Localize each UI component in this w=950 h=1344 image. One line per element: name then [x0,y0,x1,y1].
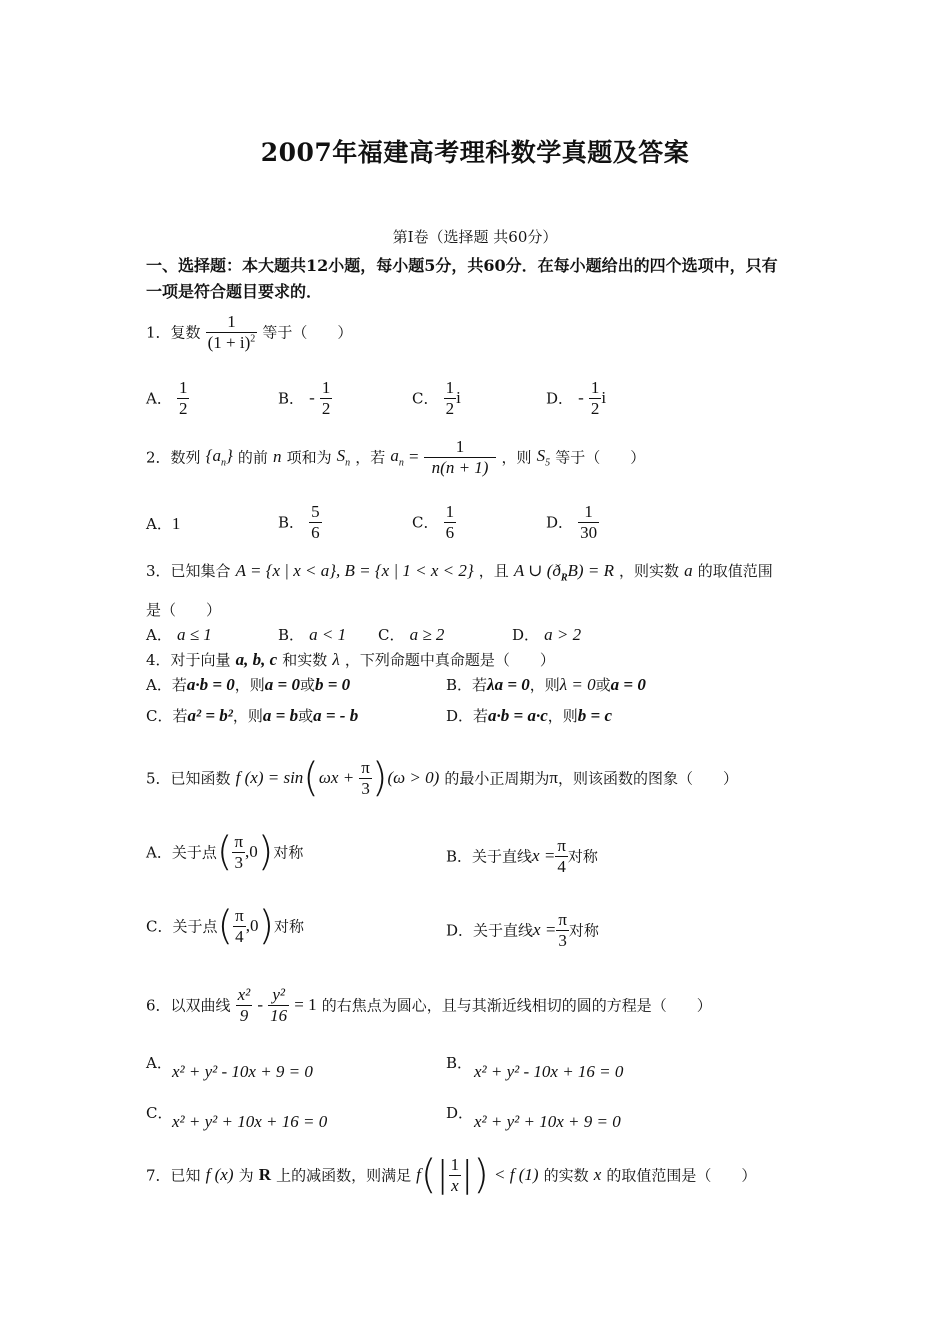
q6-d-label: D． [446,1104,474,1122]
q6-y2: y² [272,985,285,1004]
q5-b-num: π [557,836,566,855]
q5-d-den: 3 [556,930,569,951]
question-2 [146,437,645,477]
q4-c-label: C．若 [146,707,188,725]
part-instructions-line2: 一项是符合题目要求的． [146,282,323,301]
q5-a-num: π [234,832,244,851]
q2-d-label: D． [546,513,574,532]
q2-a-val: 1 [171,514,181,533]
q3-suffix2: 的取值范围 [697,562,773,580]
q1-d-num: 1 [590,378,600,397]
q4-mid: 和实数 [282,651,328,669]
q5-suffix: ，则该函数的图象（ ） [557,769,738,788]
q4-d-c1: b = c [577,706,613,725]
q4-d-then: ，则 [547,707,578,725]
question-3 [146,560,773,583]
q3-cond-close: B) = R [567,561,614,580]
q4-vecs: a, b, c [235,650,278,669]
q5-c-suffix: 对称 [274,917,305,936]
q2-a-label: A． [146,515,172,533]
q6-d-eq: x² + y² + 10x + 9 = 0 [474,1112,621,1131]
q4-c-or: 或 [298,707,314,725]
q4-a-c2: b = 0 [315,675,351,694]
q6-prefix: 6．以双曲线 [146,996,231,1015]
q1-c-label: C． [412,389,439,408]
q4-a-cond: a·b = 0 [186,675,235,694]
q2-an [390,445,404,469]
q1-d-den: 2 [590,398,600,418]
q2-option-a [146,513,180,534]
q5-b-label: B．关于直线 [446,847,533,866]
q1-b-label: B． [278,389,305,408]
question-4 [146,649,555,670]
q5-option-d [446,910,599,950]
q5-option-c [146,903,305,950]
q4-b-then: ，则 [529,676,560,694]
q5-c-rparen: ) [258,903,275,950]
q4-option-d [446,705,612,726]
q5-arg: ωx + [318,768,355,788]
q1-d-label: D． [546,389,574,408]
q7-suffix: 的取值范围是（ ） [606,1166,757,1185]
q5-c-tail: ,0 [245,916,259,936]
q4-b-c1: λ = 0 [559,675,596,694]
q3-cond-sub: R [560,572,568,584]
q3-mid: ，且 [478,562,509,580]
q1-fraction [206,312,258,352]
q6-option-b [446,1052,472,1073]
q4-prefix: 4．对于向量 [146,651,231,669]
question-7 [146,1152,757,1199]
q5-d-frac [556,910,569,950]
page-title: 2007年福建高考理科数学真题及答案 [260,138,690,167]
q5-b-suffix: 对称 [567,847,598,866]
q1-option-a [146,378,189,418]
q7-prefix: 7．已知 [146,1166,201,1185]
q1-option-c [412,378,461,418]
q1-c-den: 2 [445,398,455,418]
q2-c-den: 6 [445,522,455,542]
q3-b-val: a < 1 [309,625,347,644]
q3-a-val: a ≤ 1 [176,625,212,644]
q7-mid1: 为 [238,1166,254,1185]
q2-b-den: 6 [311,522,320,542]
q2-Sn [336,445,351,469]
q1-c-num: 1 [445,378,455,397]
q5-frac-num: π [361,758,370,777]
q1-a-num: 1 [178,378,188,397]
q1-d-tail: i [601,388,607,408]
q1-b-num: 1 [321,378,331,397]
q5-option-a [146,829,304,876]
q5-c-den: 4 [233,926,246,947]
q1-c-tail: i [456,388,461,408]
q5-a-den: 3 [232,852,245,873]
q4-a-or: 或 [299,676,315,694]
question-1 [146,312,352,352]
q2-b-label: B． [278,513,305,532]
q2-mid3: ，若 [355,448,386,467]
q5-a-frac [232,832,245,872]
q3-d-label: D． [512,626,540,644]
q2-d-num: 1 [584,502,593,521]
q2-c-num: 1 [445,502,455,521]
q4-b-c2: a = 0 [610,675,646,694]
q4-a-then: ，则 [234,676,265,694]
q4-d-label: D．若 [446,707,489,725]
q1-den [206,332,258,353]
q3-d-val: a > 2 [544,625,582,644]
q2-d-den: 30 [580,522,598,542]
q2-a-sub: n [398,457,404,469]
q4-b-or: 或 [595,676,611,694]
q3-option-a [146,624,212,645]
q4-c-c1: a = b [262,706,299,725]
q4-a-label: A．若 [146,676,187,694]
q3-suffix: ，则实数 [619,562,680,580]
q1-c-frac [444,378,457,418]
q7-lparen: ( [420,1152,437,1199]
q5-frac-den: 3 [359,778,372,799]
q2-S5-sub: 5 [545,457,551,469]
q1-d-sign: - [578,388,584,408]
q2-c-frac [444,502,457,542]
q6-d2: 16 [270,1005,288,1025]
q5-a-suffix: 对称 [273,843,304,862]
q6-c-eq: x² + y² + 10x + 16 = 0 [172,1112,328,1131]
section-heading: 第Ⅰ卷（选择题 共60分） [392,228,558,246]
q4-suffix: ，下列命题中真命题是（ ） [344,651,555,669]
q2-a: a [390,445,399,465]
q6-b-label: B． [446,1054,473,1072]
q5-prefix: 5．已知函数 [146,769,231,788]
q6-a-label: A． [146,1054,172,1072]
q7-lt: < f (1) [494,1165,539,1185]
q2-S: S [336,445,346,465]
q7-num: 1 [450,1155,460,1174]
q3-sets: A = {x | x < a}, B = {x | 1 < x < 2} [235,561,474,580]
q5-d-label: D．关于直线 [446,921,534,940]
q3-option-b [278,624,346,645]
q7-f: f [416,1165,421,1185]
q7-fx: f (x) [205,1165,234,1185]
q1-a-den: 2 [178,398,188,418]
q5-a-label: A．关于点 [146,843,217,862]
q5-a-rparen: ) [257,829,274,876]
q7-R: R [258,1165,271,1185]
q6-b-eq: x² + y² - 10x + 16 = 0 [474,1062,624,1081]
q1-a-label: A． [146,389,172,408]
q5-a-lparen: ( [216,829,233,876]
q5-b-x: x = [532,846,556,866]
question-5 [146,755,738,802]
q3-b-label: B． [278,626,305,644]
q1-den-sup: 2 [250,332,256,344]
q3-option-c [378,624,444,645]
q5-d-x: x = [533,920,557,940]
q6-x2: x² [237,985,251,1004]
q7-mid3: 的实数 [543,1166,589,1185]
q7-den: x [449,1175,462,1196]
q4-option-a [146,674,350,695]
q4-b-label: B．若 [446,676,488,694]
q7-mid2: 上的减函数，则满足 [276,1166,412,1185]
q1-option-d [546,378,606,418]
q5-frac [359,758,372,798]
q5-lparen: ( [303,755,319,802]
q2-suffix: 等于（ ） [555,448,646,467]
q7-abs-right: | [461,1154,474,1196]
q1-den-base: (1 + i) [207,332,251,352]
q4-option-c [146,705,358,726]
q3-cond [513,561,614,584]
q1-b-den: 2 [321,398,331,418]
q5-option-b [446,836,598,876]
q7-x: x [593,1165,602,1185]
q7-frac [449,1155,462,1195]
q3-cond-open: A ∪ (ð [513,561,561,580]
q3-c-val: a ≥ 2 [409,625,445,644]
q7-rparen: ) [473,1152,489,1199]
q5-b-frac [555,836,568,876]
q2-S-sub: n [345,457,351,469]
q2-mid2: 项和为 [286,448,332,467]
part-instructions-line1: 一、选择题：本大题共12小题，每小题5分，共60分．在每小题给出的四个选项中，只有 [146,256,778,275]
q2-option-c [412,502,456,542]
q4-b-cond: λa = 0 [487,675,530,694]
q5-mid: 的最小正周期为 [444,769,550,788]
q2-num: 1 [455,437,465,456]
q2-option-b [278,502,322,542]
q3-line2: 是（ ） [146,601,222,619]
q2-n: n [272,447,282,467]
q7-abs-left: | [436,1154,449,1196]
q6-frac-y [268,985,289,1025]
q4-c-cond: a² = b² [187,706,233,725]
q1-suffix: 等于（ ） [262,323,353,342]
q2-S5 [536,445,551,469]
q6-suffix: 的右焦点为圆心，且与其渐近线相切的圆的方程是（ ） [321,996,712,1015]
q5-b-den: 4 [555,856,568,877]
q2-seq [205,445,233,469]
q2-b-frac [309,502,322,542]
q6-eq: = 1 [294,995,317,1015]
q1-b-sign: - [309,388,315,408]
q5-d-num: π [558,910,567,929]
q3-a-label: A． [146,626,172,644]
q5-pi: π [549,768,558,788]
q4-d-cond: a·b = a·c [488,706,548,725]
q2-den: n(n + 1) [424,457,497,478]
q3-c-label: C． [378,626,405,644]
q3-option-d [512,624,581,645]
q5-f: f (x) = sin [235,768,304,788]
q1-a-frac [177,378,190,418]
q4-c-then: ，则 [232,707,263,725]
q2-mid4: ，则 [501,448,532,467]
q3-a: a [684,561,693,580]
q5-cond: (ω > 0) [387,768,440,788]
q2-seq-open: {a [205,445,221,465]
q4-a-c1: a = 0 [264,675,300,694]
q5-c-num: π [235,906,244,925]
q1-b-frac [320,378,333,418]
q5-rparen: ) [371,755,388,802]
q1-option-b [278,378,332,418]
q2-d-frac [578,502,599,542]
q6-c-label: C． [146,1104,173,1122]
q2-c-label: C． [412,513,439,532]
q5-c-label: C．关于点 [146,917,218,936]
q2-frac [424,437,497,477]
q6-option-a [146,1052,172,1073]
q3-prefix: 3．已知集合 [146,562,231,580]
q1-num: 1 [227,312,236,331]
question-6 [146,985,712,1025]
q6-a-eq: x² + y² - 10x + 9 = 0 [172,1062,313,1081]
q5-c-lparen: ( [217,903,234,950]
q5-c-frac [233,906,246,946]
q1-d-frac [589,378,602,418]
q2-S5-base: S [536,445,546,465]
q2-option-d [546,502,599,542]
q1-prefix: 1．复数 [146,323,201,342]
q2-prefix: 2．数列 [146,448,201,467]
q6-option-d [446,1102,473,1123]
q6-minus: - [257,995,264,1015]
q6-d1: 9 [236,1005,253,1026]
q2-b-num: 5 [311,502,320,521]
q2-mid1: 的前 [237,448,268,467]
q2-seq-close: } [225,445,233,465]
q4-c-c2: a = - b [313,706,359,725]
q6-option-c [146,1102,172,1123]
q4-option-b [446,674,646,695]
q4-lam: λ [332,650,340,669]
q6-frac-x [236,985,253,1025]
q5-a-tail: ,0 [245,842,258,862]
q2-eq: = [408,447,419,467]
q5-d-suffix: 对称 [568,921,599,940]
q2-seq-sub: n [220,457,226,469]
